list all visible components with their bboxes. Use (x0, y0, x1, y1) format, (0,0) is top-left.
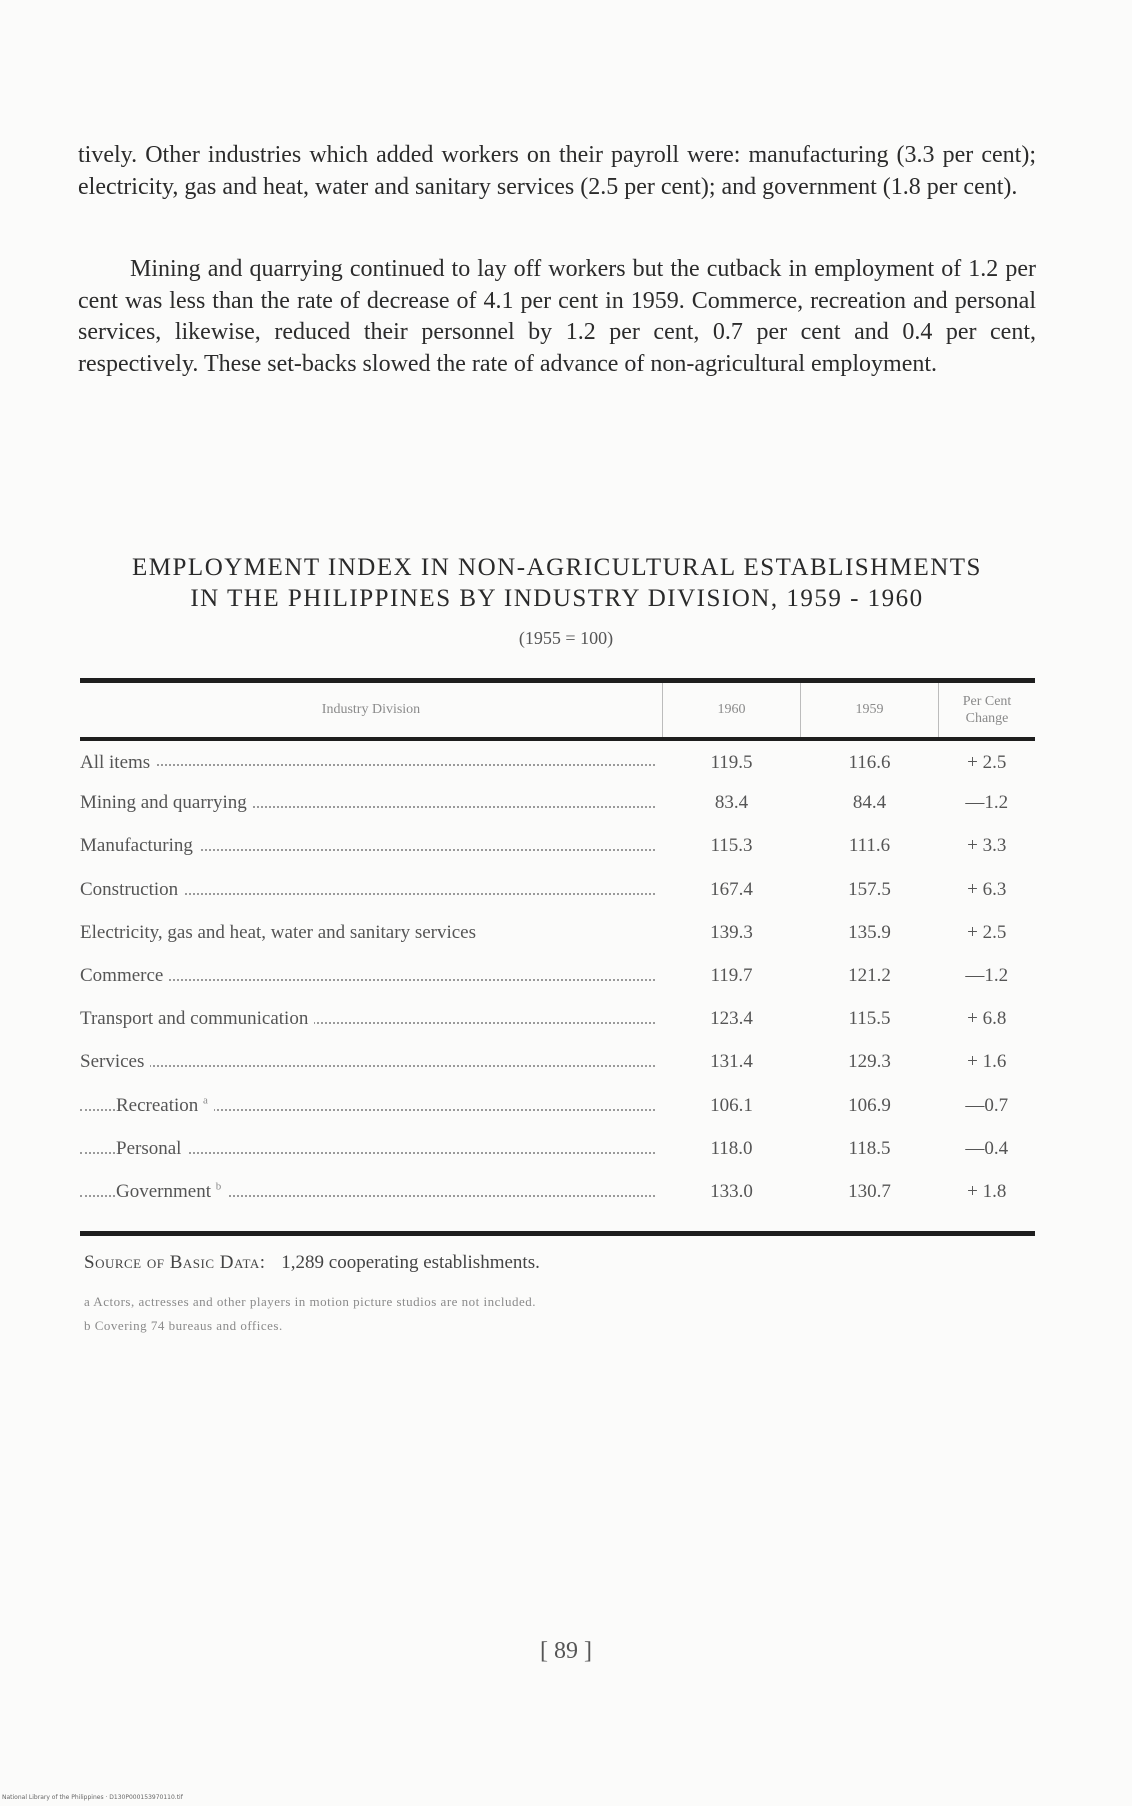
header-change-line-2: Change (965, 710, 1009, 726)
row-label-text (116, 1138, 187, 1159)
header-change-line-1: Per Cent (962, 693, 1012, 709)
row-value-1960: 119.7 (710, 965, 753, 987)
row-value-1960: 139.3 (710, 921, 753, 943)
row-label-text (80, 792, 253, 813)
row-industry-label (80, 1127, 663, 1170)
table-title (78, 552, 1036, 614)
row-industry-label (80, 954, 663, 997)
table-title-line-1: EMPLOYMENT INDEX IN NON-AGRICULTURAL ESTABLISHMENTS (132, 554, 982, 581)
row-value-1960: 106.1 (710, 1094, 753, 1116)
table-base-note: (1955 = 100) (518, 628, 614, 648)
source-note (84, 1252, 540, 1274)
row-value-1960: 167.4 (710, 878, 753, 900)
row-percent-change: —0.4 (965, 1137, 1009, 1159)
row-label-text (80, 1051, 150, 1072)
row-label-text (80, 752, 156, 773)
row-value-1959: 121.2 (848, 965, 891, 987)
table-row (80, 911, 1035, 954)
table-row (80, 954, 1035, 997)
row-percent-change: + 3.3 (967, 835, 1007, 857)
row-label-text (116, 1095, 214, 1116)
table-row (80, 1127, 1035, 1170)
table-row (80, 782, 1035, 825)
row-industry-label (80, 1041, 663, 1084)
row-value-1959: 118.5 (848, 1137, 891, 1159)
row-percent-change: + 6.3 (967, 878, 1007, 900)
table-row (80, 1041, 1035, 1084)
row-value-1959: 157.5 (848, 878, 891, 900)
row-value-1960: 83.4 (714, 792, 749, 814)
row-percent-change: + 1.8 (967, 1180, 1007, 1202)
row-value-1960: 133.0 (710, 1180, 753, 1202)
header-per-cent-change (939, 681, 1036, 739)
page-number: [ 89 ] (540, 1638, 592, 1664)
footnote-a: a Actors, actresses and other players in motion picture studios are not included. (84, 1294, 537, 1309)
row-industry-label (80, 782, 663, 825)
row-value-1959: 135.9 (848, 921, 891, 943)
table-row (80, 825, 1035, 868)
dot-leader (80, 1065, 655, 1067)
row-label: Personal (116, 1137, 182, 1159)
table-row (80, 739, 1035, 782)
row-percent-change: —1.2 (965, 965, 1009, 987)
row-industry-label (80, 1170, 663, 1213)
row-percent-change: —0.7 (965, 1094, 1009, 1116)
row-industry-label (80, 998, 663, 1041)
table-bottom-rule (80, 1231, 1035, 1236)
table-row (80, 1170, 1035, 1213)
row-value-1959: 84.4 (852, 792, 887, 814)
row-label: Recreation (116, 1094, 199, 1116)
table-row (80, 998, 1035, 1041)
row-percent-change: + 6.8 (967, 1008, 1007, 1030)
header-industry-division: Industry Division (80, 681, 663, 739)
row-label-text (116, 1181, 227, 1202)
row-industry-label (80, 868, 663, 911)
row-label: Electricity, gas and heat, water and sanitary services (80, 921, 477, 943)
footnote-marker: b (215, 1180, 222, 1193)
table-row (80, 868, 1035, 911)
table-title-line-2: IN THE PHILIPPINES BY INDUSTRY DIVISION, 1959 - 1960 (190, 585, 924, 612)
row-industry-label (80, 1084, 663, 1127)
row-industry-label (80, 825, 663, 868)
row-percent-change: + 1.6 (967, 1051, 1007, 1073)
footnote-b: b Covering 74 bureaus and offices. (84, 1318, 283, 1333)
row-value-1960: 123.4 (710, 1008, 753, 1030)
row-label: All items (80, 752, 151, 774)
row-label: Mining and quarrying (80, 792, 247, 814)
dot-leader (80, 764, 655, 766)
source-value: 1,289 cooperating establishments. (281, 1252, 540, 1273)
row-industry-label (80, 739, 663, 782)
row-percent-change: + 2.5 (967, 921, 1007, 943)
row-value-1960: 115.3 (710, 835, 753, 857)
row-industry-label (80, 911, 663, 954)
row-value-1960: 131.4 (710, 1051, 753, 1073)
table-row (80, 1084, 1035, 1127)
row-label-text (80, 835, 199, 856)
source-label: Source of Basic Data: (84, 1252, 266, 1273)
row-value-1959: 116.6 (848, 752, 891, 774)
row-percent-change: + 2.5 (967, 752, 1007, 774)
row-percent-change: —1.2 (965, 792, 1009, 814)
row-value-1959: 115.5 (848, 1008, 891, 1030)
row-label-text (80, 965, 169, 986)
table-header-row (80, 681, 1035, 739)
row-value-1959: 111.6 (848, 835, 891, 857)
footnote-marker: a (203, 1094, 208, 1107)
row-label: Services (80, 1051, 145, 1073)
header-1960: 1960 (663, 681, 801, 739)
row-value-1959: 129.3 (848, 1051, 891, 1073)
row-value-1959: 106.9 (848, 1094, 891, 1116)
row-label: Government (116, 1181, 211, 1203)
row-label-text (80, 922, 482, 943)
row-label-text (80, 879, 184, 900)
row-label: Manufacturing (80, 835, 193, 857)
row-value-1959: 130.7 (848, 1180, 891, 1202)
row-label: Commerce (80, 965, 164, 987)
header-1959: 1959 (801, 681, 939, 739)
row-label-text (80, 1008, 314, 1029)
row-value-1960: 119.5 (710, 752, 753, 774)
employment-index-table (80, 678, 1035, 1214)
body-paragraph-2: Mining and quarrying continued to lay off workers but the cutback in employment of 1.2 per cent was less than the rate of decrease of 4.1 per cent in 1959. Commerce, recreation and personal services, likewise, reduced their personnel by 1.2 per cent, 0.7 per cent and 0.4 per cent, respectively. These set-backs slowed the rate of advance of non-agricultural employment. (78, 256, 1036, 377)
body-paragraph-1: tively. Other industries which added workers on their payroll were: manufacturing (3.3 per cent); electricity, gas and heat, water and sanitary services (2.5 per cent); and government (1.8 per cent). (78, 142, 1036, 200)
scan-credit: National Library of the Philippines · D130P000153970110.tif (2, 1794, 183, 1801)
row-label: Construction (80, 878, 179, 900)
row-value-1960: 118.0 (710, 1137, 753, 1159)
row-label: Transport and communication (80, 1008, 309, 1030)
